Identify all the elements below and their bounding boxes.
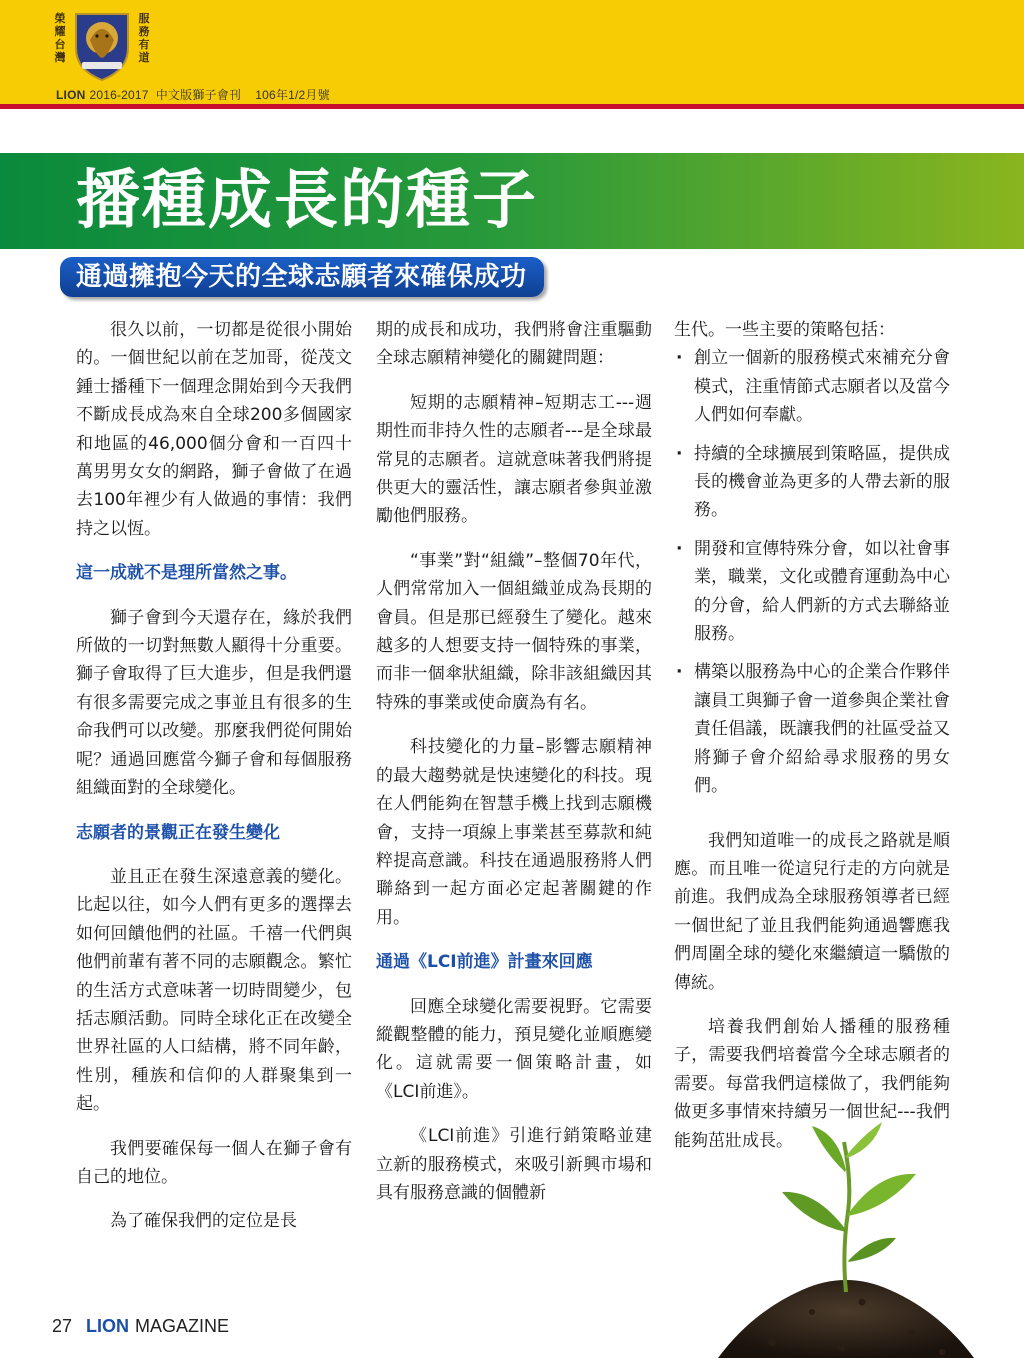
- paragraph: 為了確保我們的定位是長: [110, 1211, 297, 1232]
- seal-char: 有: [138, 38, 150, 51]
- seal-char: 台: [54, 38, 66, 51]
- paragraph: 短期的志願精神–短期志工---週期性而非持久性的志願者---是全球最常見的志願者。這就意味著我們將提供更大的靈活性，讓志願者參與並激勵他們服務。: [376, 392, 652, 527]
- lion-crest-icon: [68, 8, 136, 84]
- issue-brand: LION: [56, 88, 86, 102]
- paragraph: 《LCI前進》引進行銷策略並建立新的服務模式，來吸引新興市場和具有服務意識的個體新: [376, 1126, 652, 1203]
- seal-left-text: [52, 12, 68, 64]
- issue-text: 2016-2017 中文版獅子會刊 106年1/2月號: [89, 88, 330, 102]
- seal-char: 務: [138, 25, 150, 38]
- seal-char: 耀: [54, 25, 66, 38]
- page-footer: [52, 1316, 229, 1340]
- seal-right-text: [136, 12, 152, 64]
- paragraph: 培養我們創始人播種的服務種子，需要我們培養當今全球志願者的需要。每當我們這樣做了，我們能夠做更多事情來持續另一個世紀---我們能夠茁壯成長。: [674, 1016, 950, 1151]
- paragraph: 生代。一些主要的策略包括：: [674, 320, 895, 340]
- article-column-2: [376, 316, 652, 1207]
- section-heading: 志願者的景觀正在發生變化: [76, 822, 280, 843]
- section-heading: 通過《LCI前進》計畫來回應: [376, 952, 593, 973]
- paragraph: 回應全球變化需要視野。它需要縱觀整體的能力，預見變化並順應變化。這就需要一個策略計畫，如《LCI前進》。: [376, 996, 652, 1102]
- seal-char: 道: [138, 51, 150, 64]
- article-column-1: [76, 316, 352, 1236]
- paragraph: 獅子會到今天還存在，緣於我們所做的一切對無數人顯得十分重要。獅子會取得了巨大進步，但是我們還有很多需要完成之事並且有很多的生命我們可以改變。那麼我們從何開始呢？通過回應當今獅子會和每個服務組織面對的全球變化。: [76, 607, 352, 799]
- paragraph: 很久以前，一切都是從很小開始的。一個世紀以前在芝加哥，從茂文鍾士播種下一個理念開始到今天我們不斷成長成為來自全球200多個國家和地區的46,000個分會和一百四十萬男男女女的網路，獅子會做了在過去100年裡少有人做過的事情：我們持之以恆。: [76, 320, 352, 539]
- section-heading: 這一成就不是理所當然之事。: [76, 563, 297, 584]
- paragraph: 並且正在發生深遠意義的變化。比起以往，如今人們有更多的選擇去如何回饋他們的社區。千禧一代們與他們前輩有著不同的志願觀念。繁忙的生活方式意味著一切時間變少，包括志願活動。同時全球化正在改變全世界社區的人口結構，將不同年齡，性別，種族和信仰的人群聚集到一起。: [76, 866, 352, 1115]
- footer-brand: LION: [86, 1316, 130, 1336]
- footer-magazine: MAGAZINE: [135, 1316, 230, 1336]
- seedling-soil-icon: [712, 1112, 980, 1368]
- paragraph: 期的成長和成功，我們將會注重驅動全球志願精神變化的關鍵問題：: [376, 320, 652, 369]
- paragraph: 科技變化的力量–影響志願精神的最大趨勢就是快速變化的科技。現在人們能夠在智慧手機上找到志願機會，支持一項線上事業甚至募款和純粹提高意識。科技在通過服務將人們聯絡到一起方面必定起著關鍵的作用。: [376, 737, 652, 928]
- article-column-3: [674, 316, 950, 1155]
- strategy-list: [674, 344, 950, 800]
- seal-char: 服: [138, 12, 150, 25]
- article-title: 播種成長的種子: [76, 164, 538, 238]
- lions-taiwan-logo: [52, 8, 152, 84]
- paragraph: “事業”對“組織”–整個70年代，人們常常加入一個組織並成為長期的會員。但是那已經發生了變化。越來越多的人想要支持一個特殊的事業，而非一個傘狀組織，除非該組織因其特殊的事業或使命廣為有名。: [376, 550, 652, 713]
- page-number: 27: [52, 1316, 73, 1336]
- list-item: · 創立一個新的服務模式來補充分會模式，注重情節式志願者以及當今人們如何奉獻。: [674, 344, 950, 429]
- seal-char: 榮: [54, 12, 66, 25]
- header-red-rule: [0, 104, 1024, 109]
- article-subtitle: 通過擁抱今天的全球志願者來確保成功: [76, 262, 527, 292]
- list-item: · 持續的全球擴展到策略區，提供成長的機會並為更多的人帶去新的服務。: [674, 440, 950, 525]
- issue-line: [56, 86, 330, 102]
- paragraph: 我們知道唯一的成長之路就是順應。而且唯一從這兒行走的方向就是前進。我們成為全球服務領導者已經一個世紀了並且我們能夠通過響應我們周圍全球的變化來繼續這一驕傲的傳統。: [674, 830, 950, 993]
- list-item: · 開發和宣傳特殊分會，如以社會事業，職業，文化或體育運動為中心的分會，給人們新的方式去聯絡並服務。: [674, 535, 950, 649]
- paragraph: 我們要確保每一個人在獅子會有自己的地位。: [76, 1138, 352, 1187]
- list-item: · 構築以服務為中心的企業合作夥伴讓員工與獅子會一道參與企業社會責任倡議，既讓我們的社區受益又將獅子會介紹給尋求服務的男女們。: [674, 658, 950, 800]
- seal-char: 灣: [54, 51, 66, 64]
